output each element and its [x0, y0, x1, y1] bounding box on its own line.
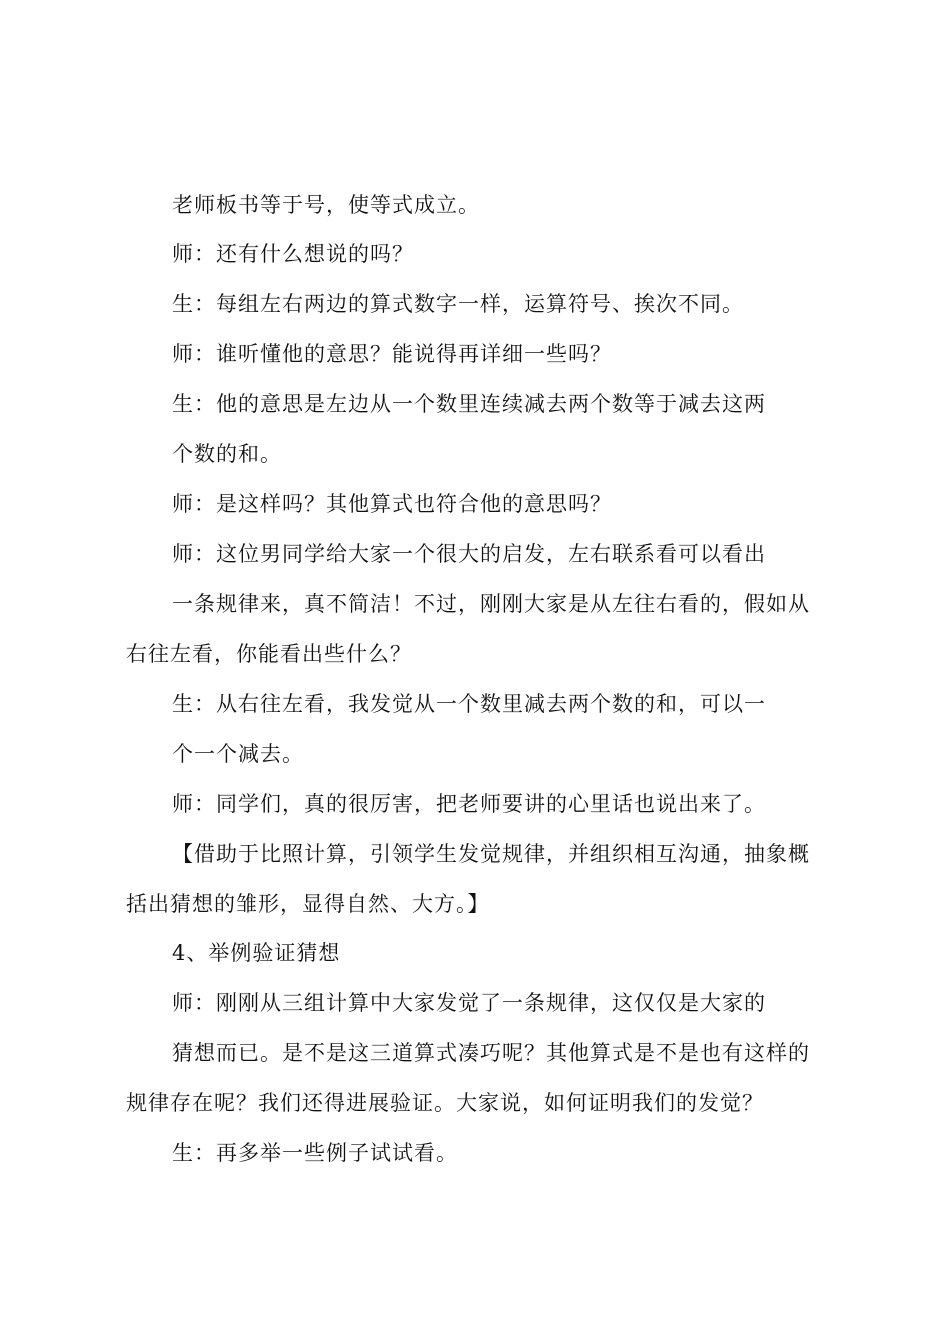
- paragraph-line: 括出猜想的雏形，显得自然、大方。】: [126, 892, 490, 916]
- paragraph-line: 师：刚刚从三组计算中大家发觉了一条规律，这仅仅是大家的: [172, 991, 766, 1015]
- paragraph-line: 生：每组左右两边的算式数字一样，运算符号、挨次不同。: [172, 292, 744, 316]
- paragraph-line: 老师板书等于号，使等式成立。: [172, 193, 480, 217]
- paragraph-line: 生：再多举一些例子试试看。: [172, 1141, 458, 1165]
- paragraph-line: 师：还有什么想说的吗？: [172, 242, 414, 266]
- paragraph-line: 猜想而已。是不是这三道算式凑巧呢？其他算式是不是也有这样的: [172, 1041, 810, 1065]
- paragraph-line: 生：从右往左看，我发觉从一个数里减去两个数的和，可以一: [172, 692, 766, 716]
- paragraph-line: 生：他的意思是左边从一个数里连续减去两个数等于减去这两: [172, 392, 766, 416]
- paragraph-line: 规律存在呢？我们还得进展验证。大家说，如何证明我们的发觉？: [126, 1091, 764, 1115]
- paragraph-line: 师：是这样吗？其他算式也符合他的意思吗？: [172, 492, 612, 516]
- section-heading: 4、举例验证猜想: [172, 941, 341, 965]
- paragraph-line: 师：这位男同学给大家一个很大的启发，左右联系看可以看出: [172, 542, 766, 566]
- paragraph-line: 个数的和。: [172, 442, 282, 466]
- paragraph-line: 一条规律来，真不简洁！不过，刚刚大家是从左往右看的，假如从: [172, 592, 810, 616]
- paragraph-line: 师：谁听懂他的意思？能说得再详细一些吗？: [172, 342, 612, 366]
- paragraph-line: 师：同学们，真的很厉害，把老师要讲的心里话也说出来了。: [172, 792, 766, 816]
- paragraph-line: 【借助于比照计算，引领学生发觉规律，并组织相互沟通，抽象概: [172, 842, 810, 866]
- paragraph-line: 个一个减去。: [172, 742, 304, 766]
- paragraph-line: 右往左看，你能看出些什么？: [126, 642, 412, 666]
